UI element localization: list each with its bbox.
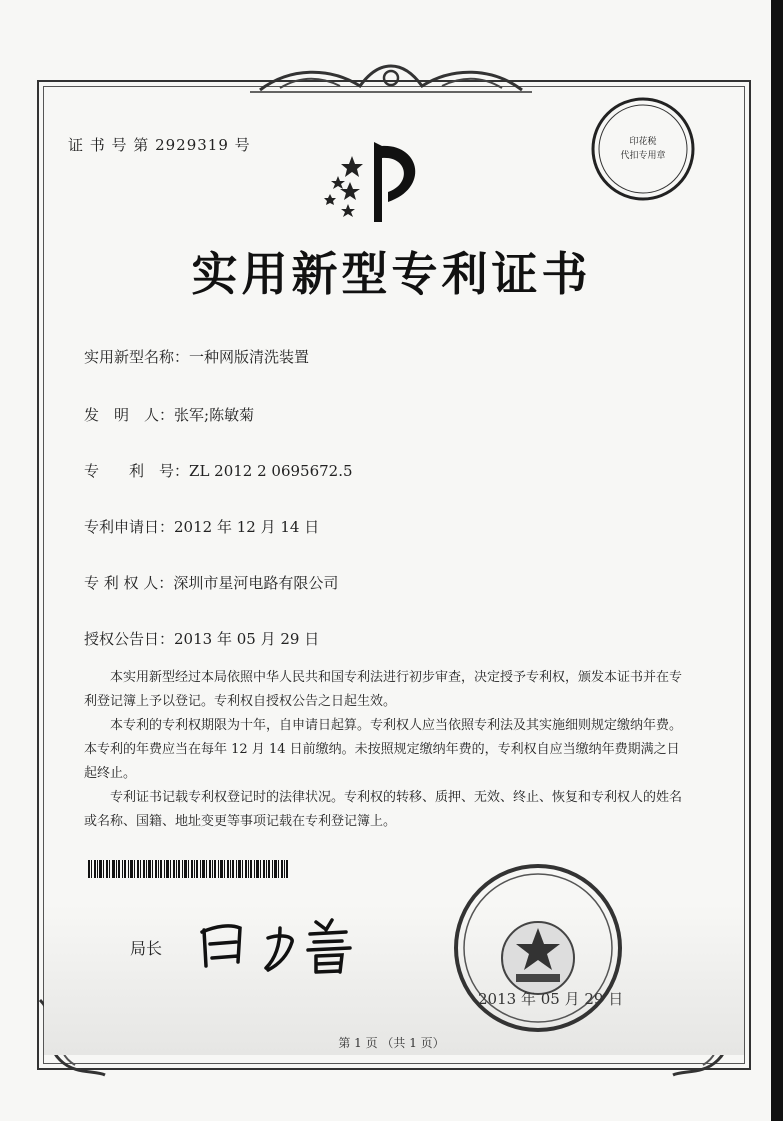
inventor-row bbox=[84, 404, 254, 425]
patent-number-label: 专 利 号： bbox=[84, 462, 190, 480]
utility-model-name-row bbox=[84, 346, 309, 367]
grant-date-label: 授权公告日： bbox=[84, 630, 175, 648]
filing-date-row bbox=[84, 516, 319, 537]
grant-date-row bbox=[84, 628, 319, 649]
filing-date-value: 2012 年 12 月 14 日 bbox=[174, 518, 320, 536]
grant-date-value: 2013 年 05 月 29 日 bbox=[174, 630, 320, 648]
certificate-number: 证 书 号 第 2929319 号 bbox=[68, 136, 251, 154]
patentee-row bbox=[84, 572, 338, 593]
page-edge bbox=[771, 0, 783, 1121]
svg-text:印花税: 印花税 bbox=[629, 137, 657, 147]
seal-date: 2013 年 05 月 29 日 bbox=[478, 990, 624, 1008]
director-signature bbox=[196, 908, 366, 978]
patent-office-emblem bbox=[312, 136, 444, 228]
patent-number-row bbox=[84, 460, 353, 481]
filing-date-label: 专利申请日： bbox=[84, 518, 175, 536]
patentee-value: 深圳市星河电路有限公司 bbox=[173, 574, 339, 592]
top-ornament bbox=[250, 62, 532, 100]
bottom-shading bbox=[44, 905, 744, 1055]
director-label: 局长 bbox=[130, 939, 163, 958]
name-value: 一种网版清洗装置 bbox=[189, 348, 310, 366]
svg-text:代扣专用章: 代扣专用章 bbox=[620, 151, 666, 161]
name-label: 实用新型名称： bbox=[84, 348, 190, 366]
inventor-value: 张军;陈敏菊 bbox=[174, 406, 255, 424]
patent-number-value: ZL 2012 2 0695672.5 bbox=[189, 462, 353, 480]
certificate-body bbox=[84, 666, 689, 834]
body-paragraph-1: 本实用新型经过本局依照中华人民共和国专利法进行初步审查，决定授予专利权，颁发本证书并在专利登记簿上予以登记。专利权自授权公告之日起生效。 bbox=[84, 670, 683, 709]
page-number-footer: 第 1 页 （共 1 页） bbox=[338, 1036, 445, 1050]
certificate-title: 实用新型专利证书 bbox=[191, 247, 592, 301]
body-paragraph-2: 本专利的专利权期限为十年，自申请日起算。专利权人应当依照专利法及其实施细则规定缴纳年费。本专利的年费应当在每年 12 月 14 日前缴纳。未按照规定缴纳年费的，专利权自应当缴纳年费期满之日起终止。 bbox=[84, 718, 683, 781]
tax-stamp bbox=[590, 96, 696, 202]
patentee-label: 专 利 权 人： bbox=[84, 574, 174, 592]
body-paragraph-3: 专利证书记载专利权登记时的法律状况。专利权的转移、质押、无效、终止、恢复和专利权人的姓名或名称、国籍、地址变更等事项记载在专利登记簿上。 bbox=[84, 790, 683, 829]
barcode bbox=[88, 860, 288, 878]
inventor-label: 发 明 人： bbox=[84, 406, 175, 424]
